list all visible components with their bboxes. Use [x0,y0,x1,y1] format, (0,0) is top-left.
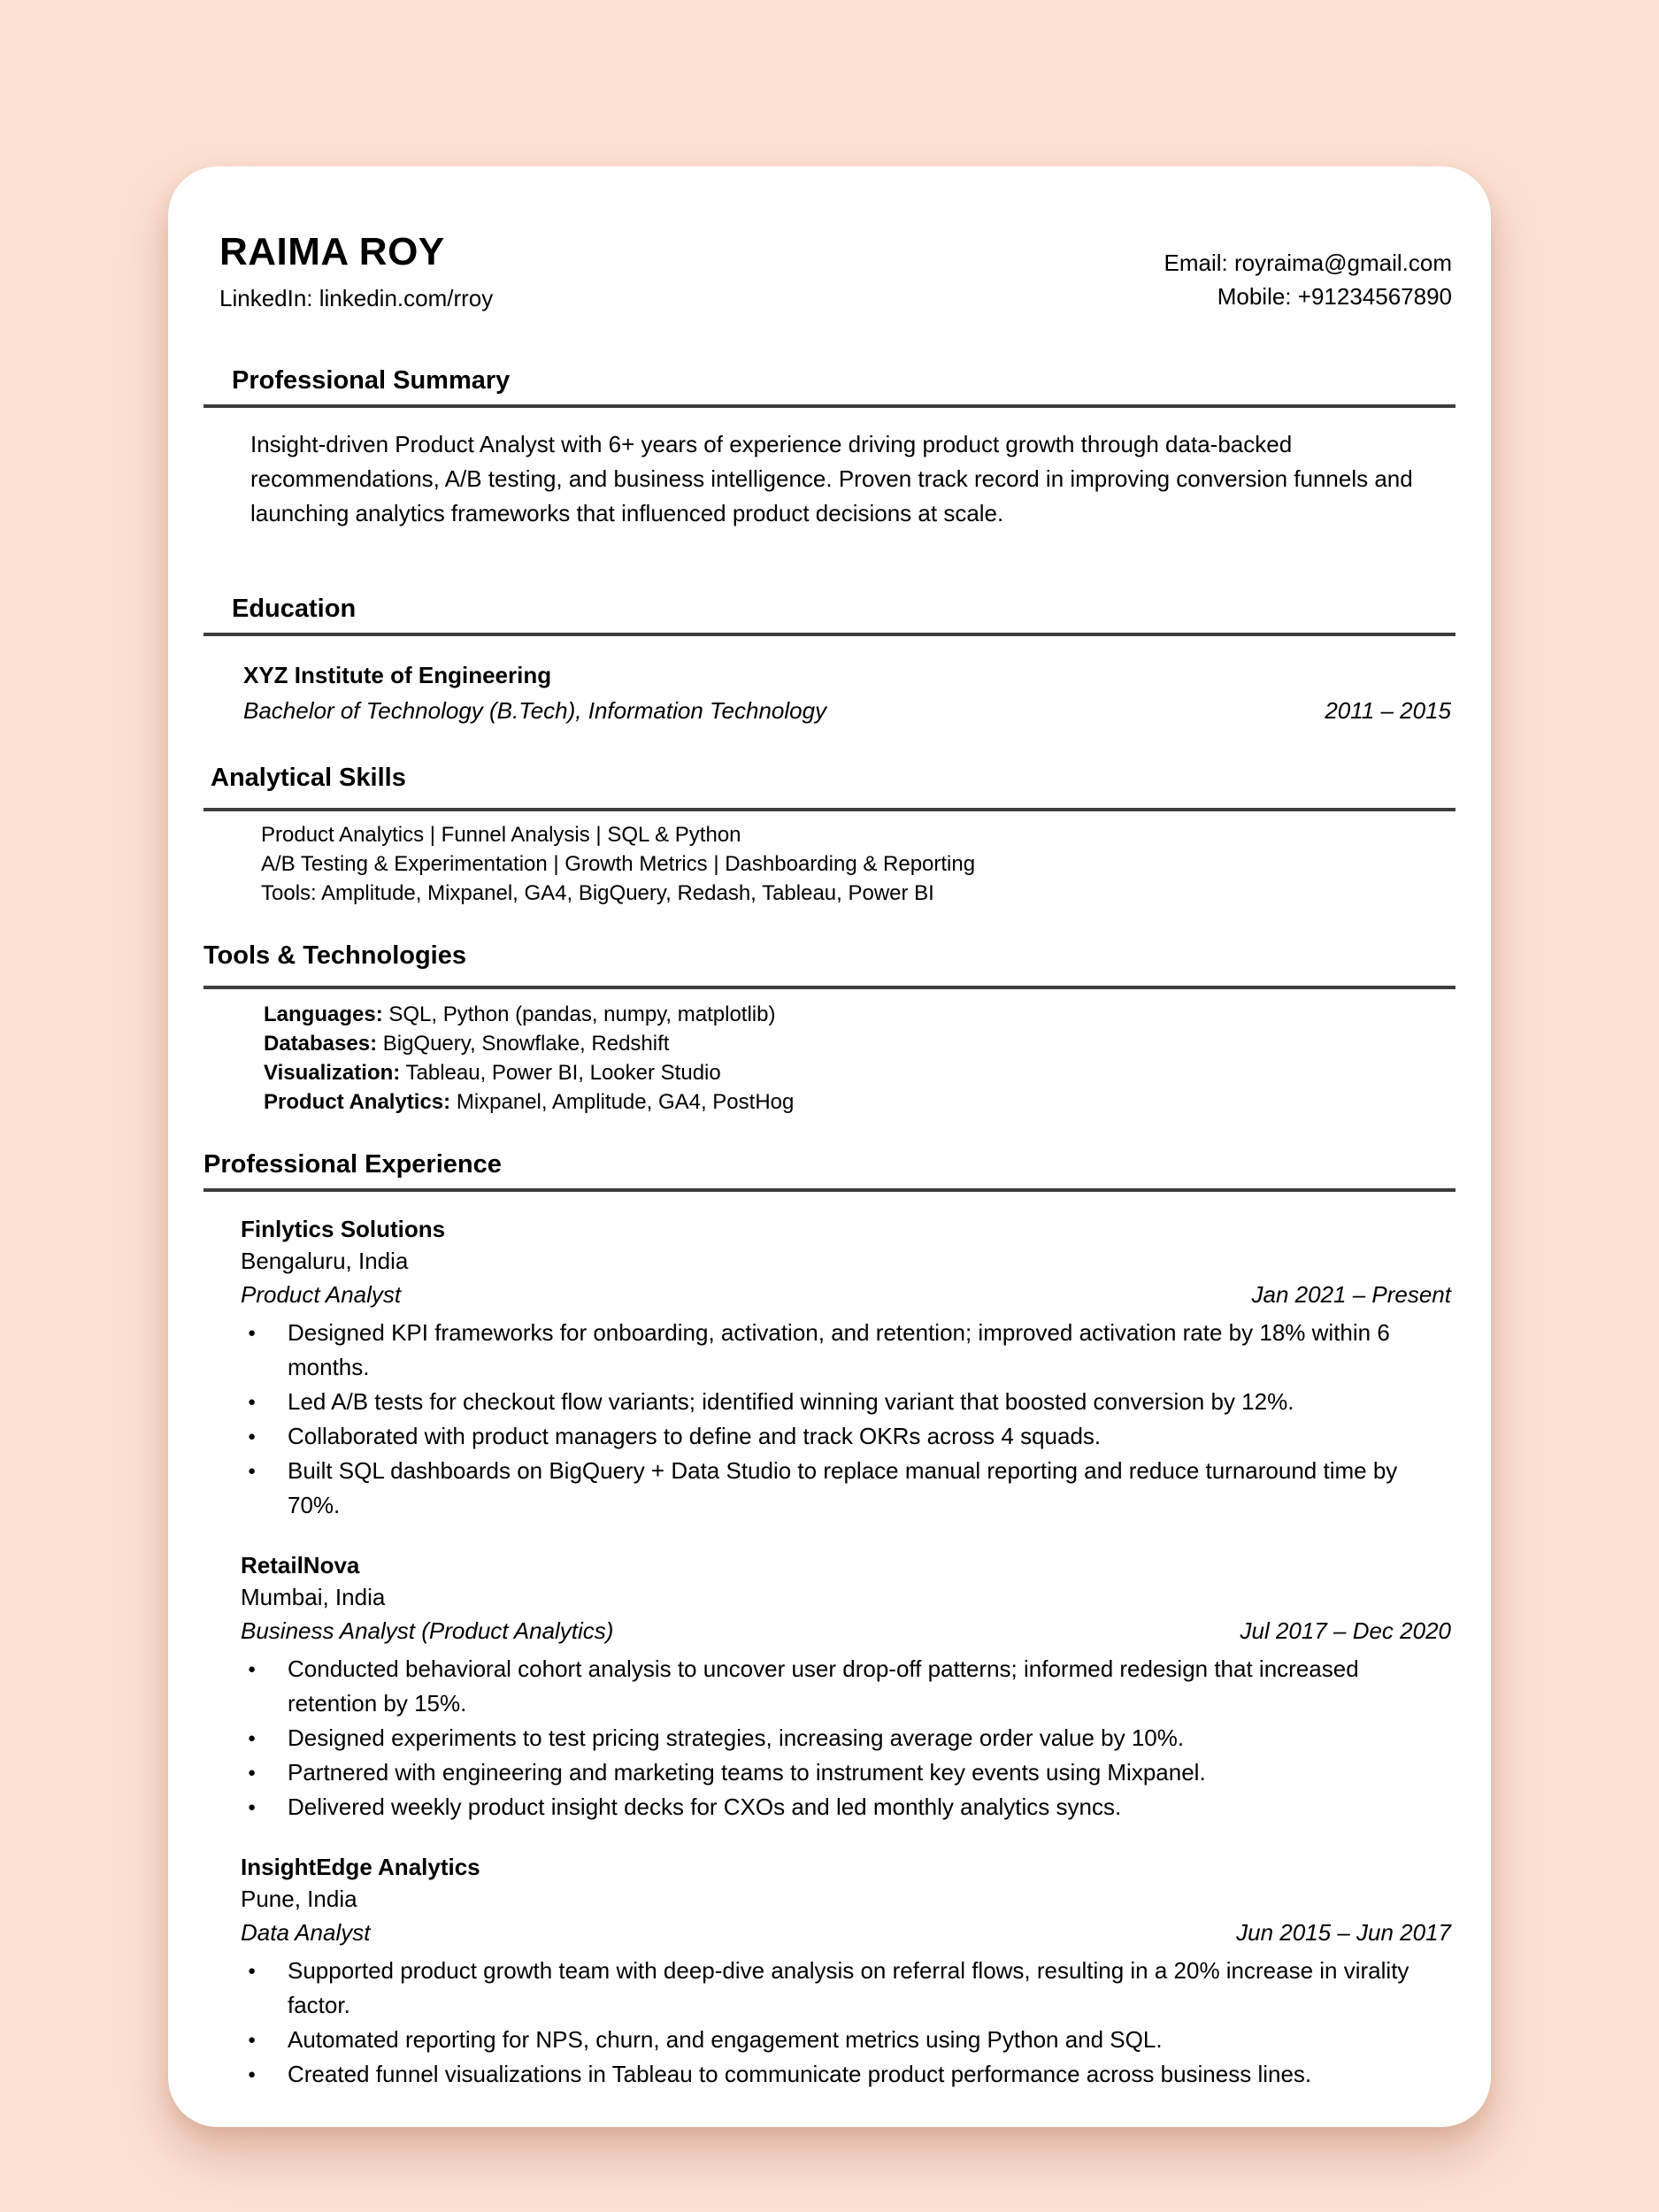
school-name: XYZ Institute of Engineering [243,662,552,688]
section-divider [204,986,1455,989]
tool-category-value: SQL, Python (pandas, numpy, matplotlib) [382,1002,776,1026]
bullet-item: ● Designed KPI frameworks for onboarding, activation, and retention; improved activation rate by 18% within 6 months. [248,1316,1451,1385]
job-dates: Jul 2017 – Dec 2020 [1240,1617,1451,1644]
tool-line [264,1058,1455,1087]
job-title-row [241,1279,1451,1310]
section-heading-professional-experience: Professional Experience [204,1150,502,1179]
mobile-line: Mobile: +91234567890 [1217,283,1452,310]
job-dates: Jun 2015 – Jun 2017 [1236,1919,1451,1946]
candidate-name: RAIMA ROY [219,230,445,273]
tool-category-label: Databases: [264,1032,378,1056]
resume-header [204,230,1455,313]
tool-category-value: Tableau, Power BI, Looker Studio [400,1061,721,1085]
company-name: InsightEdge Analytics [241,1854,480,1880]
tool-category-value: Mixpanel, Amplitude, GA4, PostHog [450,1090,795,1114]
bullet-item: ● Built SQL dashboards on BigQuery + Data Studio to replace manual reporting and reduce turnaround time by 70%. [248,1454,1451,1523]
job-entry [241,1549,1451,1824]
bullet-item: ● Automated reporting for NPS, churn, and engagement metrics using Python and SQL. [248,2023,1451,2057]
identity-block [219,230,493,313]
degree-row [243,695,1451,726]
linkedin-line: LinkedIn: linkedin.com/rroy [219,285,494,311]
bullet-item: ● Delivered weekly product insight decks for CXOs and led monthly analytics syncs. [248,1790,1451,1824]
job-title: Product Analyst [241,1281,402,1308]
jobs-list [204,1213,1455,2092]
skill-line: Product Analytics | Funnel Analysis | SQL & Python [261,823,741,847]
section-divider [204,1188,1455,1192]
bullet-item: ● Partnered with engineering and marketing teams to instrument key events using Mixpanel. [248,1755,1451,1790]
skill-line: Tools: Amplitude, Mixpanel, GA4, BigQuery, Redash, Tableau, Power BI [261,881,934,905]
tool-category-label: Visualization: [264,1061,401,1085]
job-title: Data Analyst [241,1919,371,1946]
tool-category-label: Languages: [264,1002,383,1026]
bullet-item: ● Designed experiments to test pricing strategies, increasing average order value by 10%. [248,1721,1451,1755]
bullet-item: ● Collaborated with product managers to define and track OKRs across 4 squads. [248,1419,1451,1454]
job-location: Mumbai, India [241,1584,386,1610]
job-title-row [241,1615,1451,1647]
degree-title: Bachelor of Technology (B.Tech), Information Technology [243,697,827,724]
resume-page [168,166,1491,2127]
bullet-item: ● Led A/B tests for checkout flow variants; identified winning variant that boosted conversion by 12%. [248,1385,1451,1419]
job-bullets [248,1316,1451,1523]
section-heading-professional-summary: Professional Summary [232,366,511,395]
section-divider [204,404,1455,408]
bullet-item: ● Supported product growth team with deep-dive analysis on referral flows, resulting in a 20% increase in virality factor. [248,1954,1451,2023]
job-bullets [248,1954,1451,2092]
job-location: Bengaluru, India [241,1248,409,1274]
education-entry [243,659,1451,726]
job-entry [241,1851,1451,2092]
tool-line [264,1000,1455,1029]
section-divider [204,633,1455,636]
bullet-item: ● Conducted behavioral cohort analysis to uncover user drop-off patterns; informed redesign that increased retention by 15%. [248,1652,1451,1721]
tool-line [264,1087,1455,1117]
bullet-item: ● Created funnel visualizations in Tableau to communicate product performance across business lines. [248,2057,1451,2092]
section-professional-summary [204,365,1455,531]
job-bullets [248,1652,1451,1824]
tool-line [264,1029,1455,1058]
tool-category-value: BigQuery, Snowflake, Redshift [377,1032,670,1056]
section-heading-education: Education [232,595,357,623]
section-heading-tools-technologies: Tools & Technologies [204,941,466,970]
job-title-row [241,1916,1451,1948]
company-name: RetailNova [241,1552,360,1578]
tools-list [264,1000,1455,1117]
skills-list [261,820,1455,908]
contact-block [1164,246,1455,313]
section-divider [204,808,1455,811]
email-line: Email: royraima@gmail.com [1164,250,1452,276]
company-name: Finlytics Solutions [241,1216,446,1242]
tool-category-label: Product Analytics: [264,1090,451,1114]
skill-line: A/B Testing & Experimentation | Growth Metrics | Dashboarding & Reporting [261,852,976,876]
job-dates: Jan 2021 – Present [1251,1281,1451,1308]
section-tools-technologies [204,940,1455,1117]
section-analytical-skills [204,762,1455,908]
job-entry [241,1213,1451,1523]
section-professional-experience [204,1148,1455,2092]
section-heading-analytical-skills: Analytical Skills [211,764,406,792]
job-title: Business Analyst (Product Analytics) [241,1617,614,1644]
job-location: Pune, India [241,1886,357,1912]
summary-text: Insight-driven Product Analyst with 6+ years of experience driving product growth through data-backed recommendations, A/B testing, and business intelligence. Proven track record in improving conversion funnels and launching analytics frameworks that influenced product decisions at scale. [250,431,1413,526]
section-education [204,593,1455,726]
degree-dates: 2011 – 2015 [1325,697,1451,724]
